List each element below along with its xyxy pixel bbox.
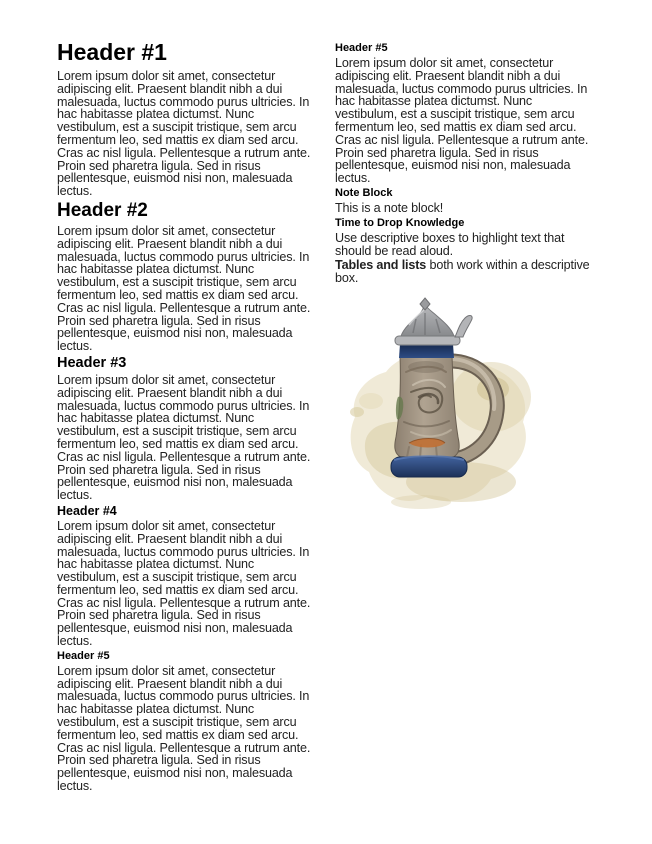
note-block-text: This is a note block! bbox=[335, 200, 444, 215]
tables-lists-bold: Tables and lists bbox=[335, 258, 427, 273]
knowledge-block-title: Time to Drop Knowledge bbox=[335, 216, 465, 229]
header-5-right: Header #5 bbox=[335, 42, 388, 54]
stein-rim bbox=[395, 336, 460, 345]
header-5-left: Header #5 bbox=[57, 649, 110, 662]
paragraph-lorem: Lorem ipsum dolor sit amet, consectetur adipiscing elit. Praesent blandit nibh a dui malesuada, luctus commodo purus ultricies. In hac habitasse platea dictumst. Nunc vestibulum, est a suscipit tristique, sem arcu fermentum leo, sed mattis ex diam sed arcu. Cras ac nisl ligula. Pellentesque a rutrum ante. Proin sed pharetra ligula. Sed in risus pellentesque, euismod nisi non, malesuada lectus. bbox=[57, 372, 311, 503]
stein-lid bbox=[401, 298, 454, 336]
tables-lists-line bbox=[335, 259, 591, 285]
header-4: Header #4 bbox=[57, 503, 117, 518]
beer-stein-illustration bbox=[341, 297, 601, 509]
header-2: Header #2 bbox=[57, 199, 148, 221]
paragraph-lorem: Lorem ipsum dolor sit amet, consectetur adipiscing elit. Praesent blandit nibh a dui malesuada, luctus commodo purus ultricies. In hac habitasse platea dictumst. Nunc vestibulum, est a suscipit tristique, sem arcu fermentum leo, sed mattis ex diam sed arcu. Cras ac nisl ligula. Pellentesque a rutrum ante. Proin sed pharetra ligula. Sed in risus pellentesque, euismod nisi non, malesuada lectus. bbox=[57, 518, 311, 649]
knowledge-block-text: Use descriptive boxes to highlight text that should be read aloud. bbox=[335, 230, 565, 258]
tables-lists-rest: both work within a descriptive box. bbox=[335, 258, 590, 286]
paragraph-lorem: Lorem ipsum dolor sit amet, consectetur adipiscing elit. Praesent blandit nibh a dui malesuada, luctus commodo purus ultricies. In hac habitasse platea dictumst. Nunc vestibulum, est a suscipit tristique, sem arcu fermentum leo, sed mattis ex diam sed arcu. Cras ac nisl ligula. Pellentesque a rutrum ante. Proin sed pharetra ligula. Sed in risus pellentesque, euismod nisi non, malesuada lectus. bbox=[57, 663, 311, 794]
paragraph-lorem: Lorem ipsum dolor sit amet, consectetur adipiscing elit. Praesent blandit nibh a dui malesuada, luctus commodo purus ultricies. In hac habitasse platea dictumst. Nunc vestibulum, est a suscipit tristique, sem arcu fermentum leo, sed mattis ex diam sed arcu. Cras ac nisl ligula. Pellentesque a rutrum ante. Proin sed pharetra ligula. Sed in risus pellentesque, euismod nisi non, malesuada lectus. bbox=[57, 69, 311, 199]
thumb-lift bbox=[455, 315, 472, 337]
right-column bbox=[335, 40, 591, 509]
note-block-title: Note Block bbox=[335, 186, 393, 199]
stein-body bbox=[395, 355, 459, 461]
header-1: Header #1 bbox=[57, 39, 167, 65]
paragraph-lorem: Lorem ipsum dolor sit amet, consectetur adipiscing elit. Praesent blandit nibh a dui malesuada, luctus commodo purus ultricies. In hac habitasse platea dictumst. Nunc vestibulum, est a suscipit tristique, sem arcu fermentum leo, sed mattis ex diam sed arcu. Cras ac nisl ligula. Pellentesque a rutrum ante. Proin sed pharetra ligula. Sed in risus pellentesque, euismod nisi non, malesuada lectus. bbox=[57, 223, 311, 354]
stein-base bbox=[391, 456, 467, 477]
stein-top-band bbox=[399, 344, 454, 358]
left-column bbox=[57, 40, 313, 795]
header-3: Header #3 bbox=[57, 354, 127, 371]
paragraph-lorem: Lorem ipsum dolor sit amet, consectetur adipiscing elit. Praesent blandit nibh a dui malesuada, luctus commodo purus ultricies. In hac habitasse platea dictumst. Nunc vestibulum, est a suscipit tristique, sem arcu fermentum leo, sed mattis ex diam sed arcu. Cras ac nisl ligula. Pellentesque a rutrum ante. Proin sed pharetra ligula. Sed in risus pellentesque, euismod nisi non, malesuada lectus. bbox=[335, 56, 589, 186]
